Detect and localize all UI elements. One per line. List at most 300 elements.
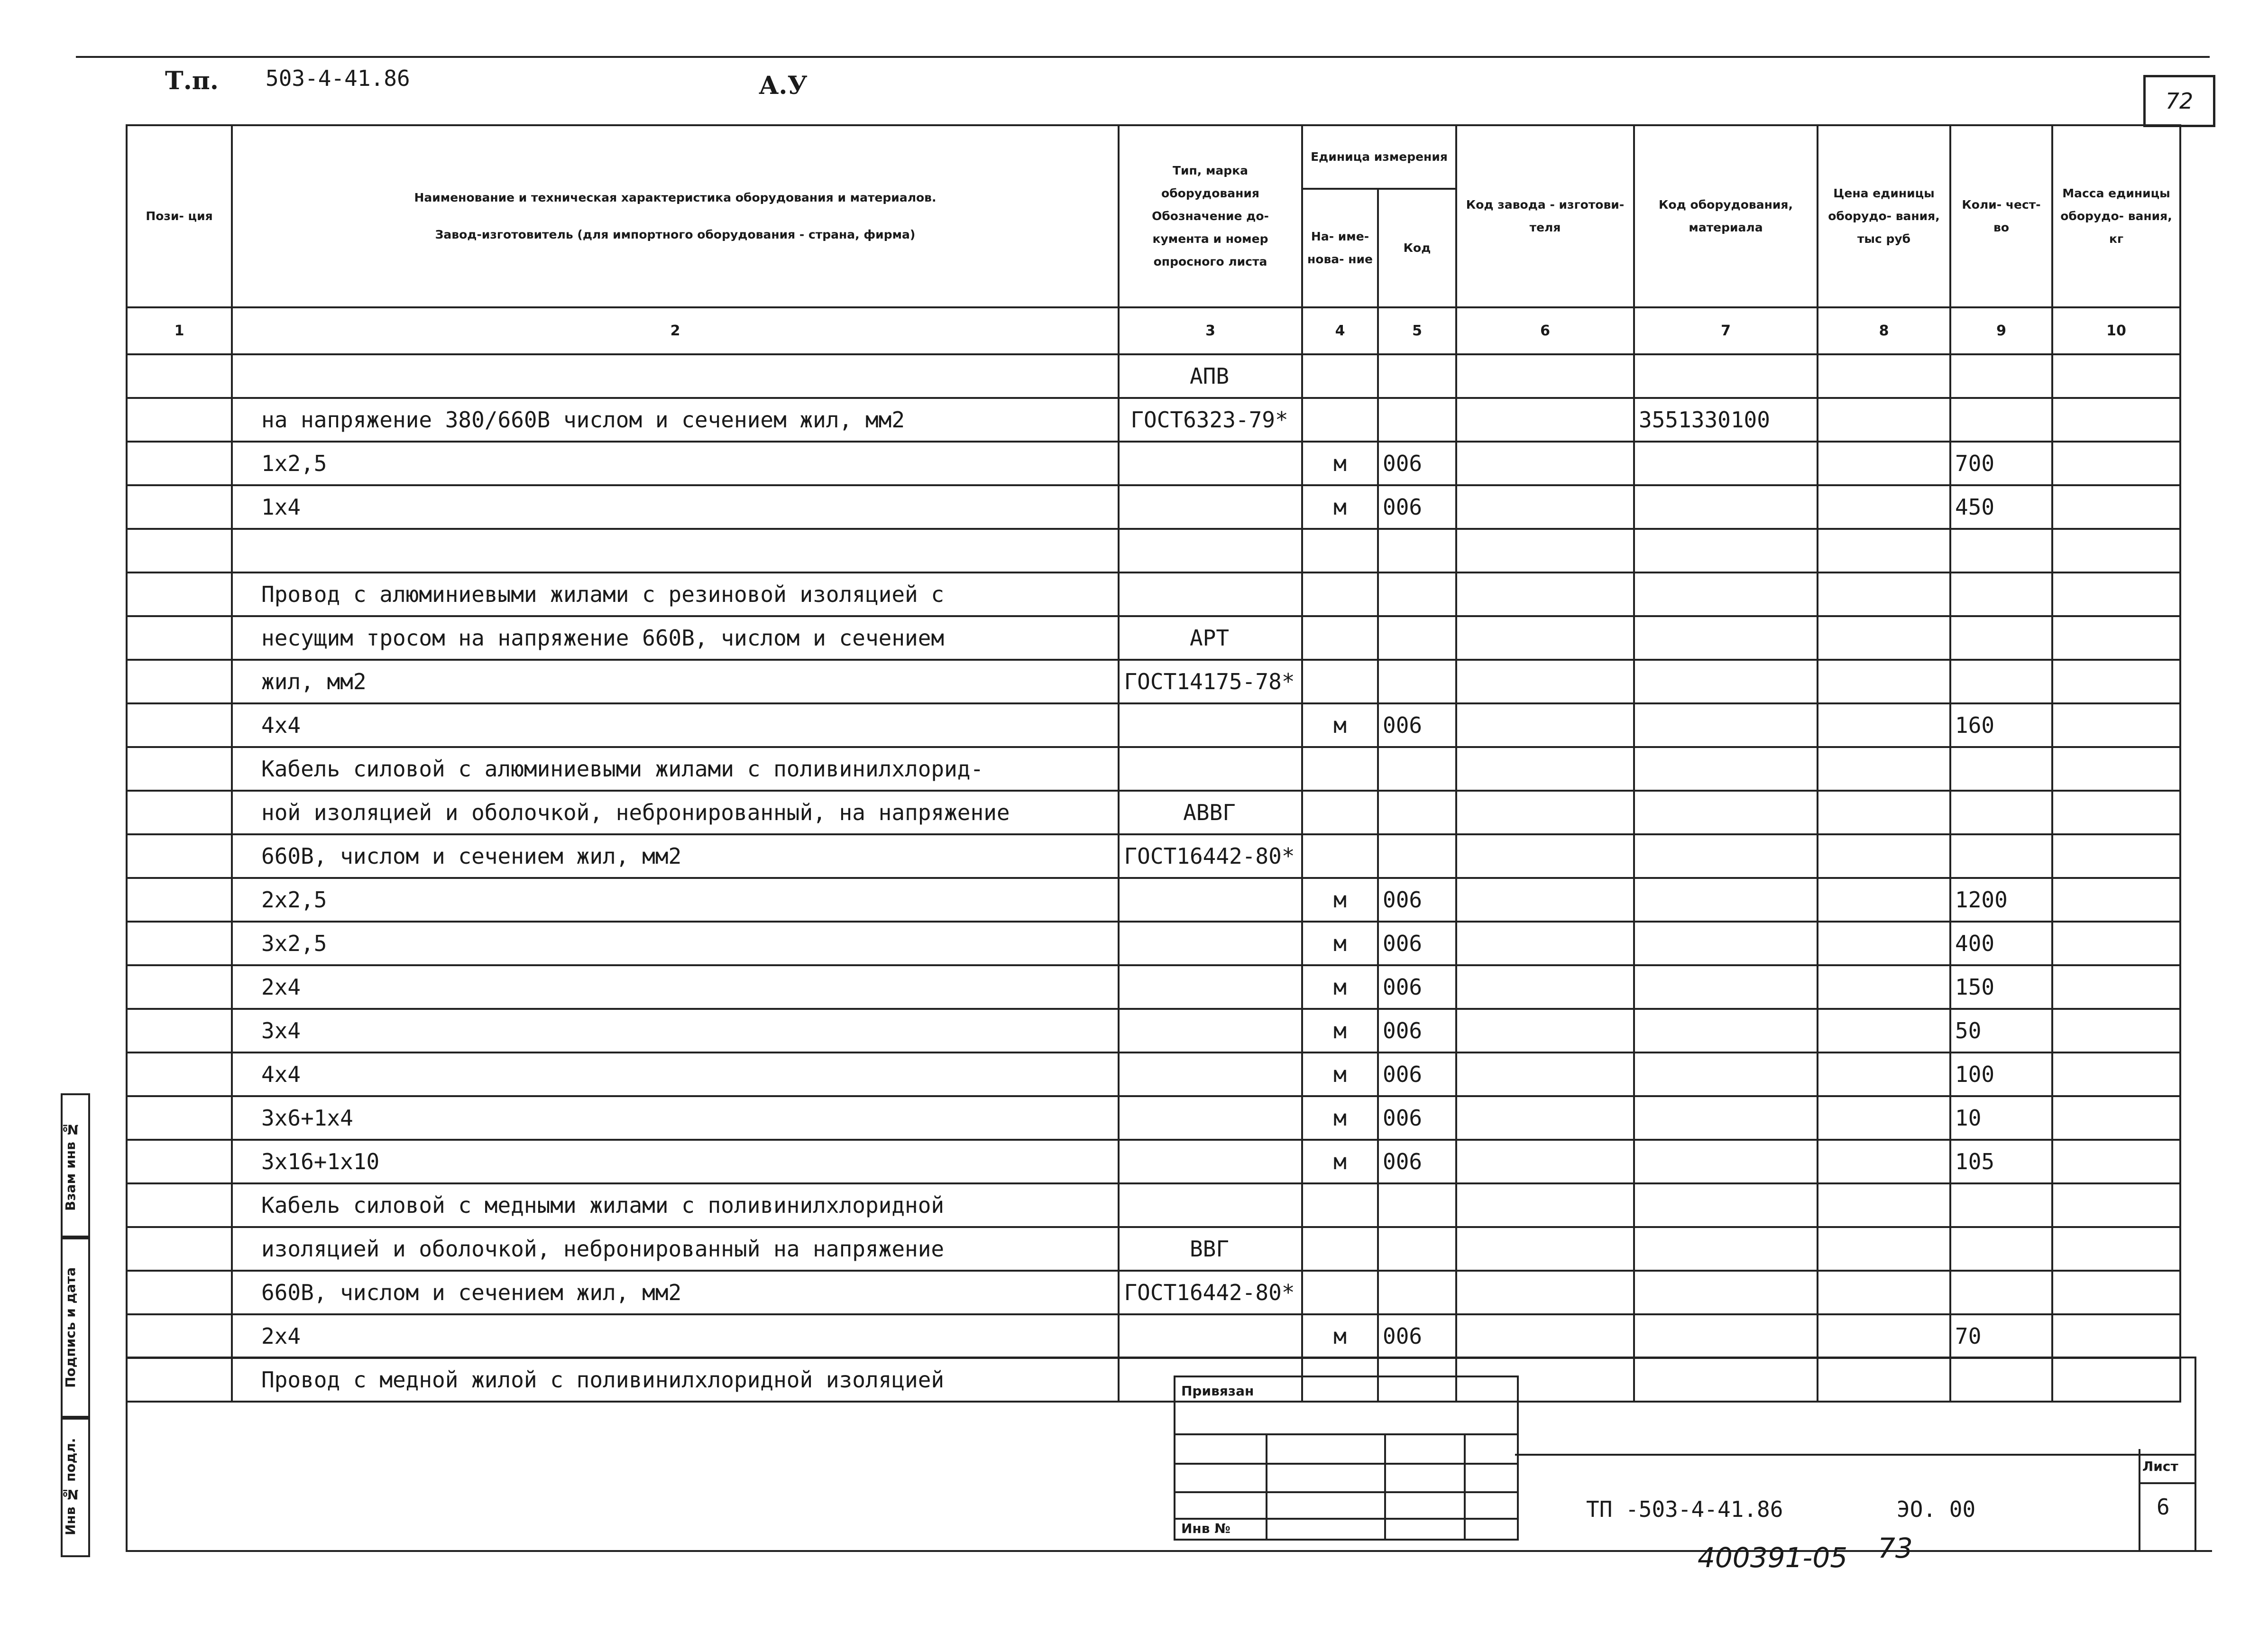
cell-factory <box>1456 1271 1634 1314</box>
cell-mass <box>2052 572 2180 616</box>
col-header-name-line2: Завод-изготовитель (для импортного оборудования - страна, фирма) <box>435 228 916 241</box>
title-block-line <box>1515 1454 2195 1456</box>
cell-pos <box>127 354 232 398</box>
cell-type <box>1119 1053 1302 1096</box>
cell-code <box>1378 834 1456 878</box>
cell-mass <box>2052 354 2180 398</box>
col-header-quantity: Коли- чест- во <box>1950 125 2052 307</box>
cell-type <box>1119 747 1302 791</box>
cell-type <box>1119 922 1302 965</box>
col-header-position: Пози- ция <box>127 125 232 307</box>
column-number: 9 <box>1950 307 2052 354</box>
cell-qty <box>1950 529 2052 572</box>
cell-price <box>1818 1314 1950 1358</box>
table-row <box>127 965 2180 1009</box>
cell-type <box>1119 1183 1302 1227</box>
cell-price <box>1818 747 1950 791</box>
cell-code <box>1378 1183 1456 1227</box>
cell-factory <box>1456 398 1634 442</box>
section-label: А.У <box>759 71 808 100</box>
cell-mass <box>2052 1271 2180 1314</box>
cell-factory <box>1456 834 1634 878</box>
cell-qty <box>1950 354 2052 398</box>
cell-mass <box>2052 965 2180 1009</box>
cell-unit: м <box>1302 703 1378 747</box>
column-number: 3 <box>1119 307 1302 354</box>
cell-mass <box>2052 703 2180 747</box>
cell-name: 3х2,5 <box>232 922 1119 965</box>
cell-material <box>1634 922 1818 965</box>
cell-type <box>1119 529 1302 572</box>
cell-material <box>1634 1009 1818 1053</box>
cell-price <box>1818 1140 1950 1183</box>
cell-material <box>1634 1140 1818 1183</box>
cell-unit: м <box>1302 1140 1378 1183</box>
sheet-divider-h <box>2139 1482 2195 1484</box>
cell-type: ГОСТ14175-78* <box>1119 660 1302 703</box>
cell-factory <box>1456 1227 1634 1271</box>
col-header-unit-group: Единица измерения <box>1302 125 1456 189</box>
cell-factory <box>1456 878 1634 922</box>
handwritten-page-number: 73 <box>1878 1532 1913 1564</box>
inv-no-label: Инв № <box>1181 1521 1230 1536</box>
cell-material <box>1634 965 1818 1009</box>
col-header-type: Тип, марка оборудования Обозначение до- кумента и номер опросного листа <box>1119 125 1302 307</box>
cell-qty: 700 <box>1950 442 2052 485</box>
cell-mass <box>2052 922 2180 965</box>
cell-price <box>1818 398 1950 442</box>
cell-factory <box>1456 485 1634 529</box>
table-row <box>127 1314 2180 1358</box>
col-header-mass: Масса единицы оборудо- вания, кг <box>2052 125 2180 307</box>
table-row <box>127 834 2180 878</box>
cell-price <box>1818 1227 1950 1271</box>
cell-price <box>1818 965 1950 1009</box>
cell-unit <box>1302 1271 1378 1314</box>
stamp-inv-podl: Инв № подл. <box>61 1416 90 1557</box>
table-row <box>127 572 2180 616</box>
cell-code <box>1378 660 1456 703</box>
cell-material <box>1634 878 1818 922</box>
cell-mass <box>2052 1096 2180 1140</box>
cell-name: 1х2,5 <box>232 442 1119 485</box>
cell-qty <box>1950 1227 2052 1271</box>
cell-pos <box>127 1183 232 1227</box>
table-bottom-line <box>126 1357 2195 1358</box>
cell-code <box>1378 616 1456 660</box>
col-header-factory-code: Код завода - изготови- теля <box>1456 125 1634 307</box>
cell-name: ной изоляцией и оболочкой, небронированный, на напряжение <box>232 791 1119 834</box>
cell-mass <box>2052 791 2180 834</box>
cell-unit: м <box>1302 1314 1378 1358</box>
cell-price <box>1818 572 1950 616</box>
cell-mass <box>2052 1009 2180 1053</box>
cell-pos <box>127 1314 232 1358</box>
cell-unit: м <box>1302 1096 1378 1140</box>
cell-price <box>1818 1183 1950 1227</box>
cell-code: 006 <box>1378 1053 1456 1096</box>
cell-name: Кабель силовой с медными жилами с поливинилхлоридной <box>232 1183 1119 1227</box>
table-row <box>127 922 2180 965</box>
cell-name <box>232 529 1119 572</box>
cell-factory <box>1456 747 1634 791</box>
cell-code <box>1378 1227 1456 1271</box>
cell-unit <box>1302 1183 1378 1227</box>
cell-qty <box>1950 660 2052 703</box>
table-row <box>127 878 2180 922</box>
cell-name: на напряжение 380/660В числом и сечением жил, мм2 <box>232 398 1119 442</box>
cell-price <box>1818 922 1950 965</box>
cell-code: 006 <box>1378 442 1456 485</box>
cell-qty <box>1950 834 2052 878</box>
cell-factory <box>1456 703 1634 747</box>
cell-unit <box>1302 398 1378 442</box>
col-header-name <box>232 125 1119 307</box>
privyazan-label: Привязан <box>1181 1383 1254 1399</box>
cell-mass <box>2052 1140 2180 1183</box>
cell-mass <box>2052 747 2180 791</box>
cell-pos <box>127 616 232 660</box>
cell-code <box>1378 747 1456 791</box>
cell-unit: м <box>1302 922 1378 965</box>
cell-qty <box>1950 1271 2052 1314</box>
cell-price <box>1818 1271 1950 1314</box>
cell-pos <box>127 485 232 529</box>
cell-code: 006 <box>1378 485 1456 529</box>
col-header-price: Цена единицы оборудо- вания, тыс руб <box>1818 125 1950 307</box>
cell-mass <box>2052 1053 2180 1096</box>
cell-factory <box>1456 965 1634 1009</box>
cell-mass <box>2052 878 2180 922</box>
table-row <box>127 1227 2180 1271</box>
cell-code: 006 <box>1378 922 1456 965</box>
document-suffix: ЭО. 00 <box>1897 1496 1976 1522</box>
col-header-name-line1: Наименование и техническая характеристика оборудования и материалов. <box>414 191 937 204</box>
cell-material <box>1634 1271 1818 1314</box>
cell-price <box>1818 878 1950 922</box>
cell-unit <box>1302 1227 1378 1271</box>
top-rule <box>76 56 2210 58</box>
cell-unit <box>1302 529 1378 572</box>
column-number: 2 <box>232 307 1119 354</box>
cell-type <box>1119 1096 1302 1140</box>
cell-qty <box>1950 1358 2052 1402</box>
cell-mass <box>2052 1314 2180 1358</box>
cell-mass <box>2052 1183 2180 1227</box>
column-number: 4 <box>1302 307 1378 354</box>
specification-table <box>126 124 2181 1403</box>
cell-unit: м <box>1302 442 1378 485</box>
cell-name: 660В, числом и сечением жил, мм2 <box>232 834 1119 878</box>
cell-mass <box>2052 485 2180 529</box>
cell-code <box>1378 354 1456 398</box>
cell-pos <box>127 922 232 965</box>
cell-qty: 100 <box>1950 1053 2052 1096</box>
cell-pos <box>127 398 232 442</box>
cell-qty: 400 <box>1950 922 2052 965</box>
cell-qty: 450 <box>1950 485 2052 529</box>
cell-type <box>1119 1314 1302 1358</box>
cell-qty: 160 <box>1950 703 2052 747</box>
cell-type <box>1119 485 1302 529</box>
cell-factory <box>1456 922 1634 965</box>
cell-code: 006 <box>1378 878 1456 922</box>
cell-name: Кабель силовой с алюминиевыми жилами с поливинилхлорид- <box>232 747 1119 791</box>
cell-factory <box>1456 1314 1634 1358</box>
cell-type <box>1119 878 1302 922</box>
cell-material <box>1634 703 1818 747</box>
table-row <box>127 1183 2180 1227</box>
sheet-divider <box>2139 1449 2140 1551</box>
cell-material <box>1634 1358 1818 1402</box>
cell-qty <box>1950 572 2052 616</box>
cell-mass <box>2052 660 2180 703</box>
col-header-unit-name: На- име- нова- ние <box>1302 189 1378 307</box>
cell-unit <box>1302 834 1378 878</box>
cell-price <box>1818 354 1950 398</box>
stamp-vzam-inv: Взам инв № <box>61 1093 90 1239</box>
cell-name: Провод с медной жилой с поливинилхлоридной изоляцией <box>232 1358 1119 1402</box>
table-row <box>127 1358 2180 1402</box>
cell-material <box>1634 616 1818 660</box>
cell-qty: 70 <box>1950 1314 2052 1358</box>
cell-material <box>1634 572 1818 616</box>
cell-code <box>1378 572 1456 616</box>
col-header-material-code: Код оборудования, материала <box>1634 125 1818 307</box>
cell-factory <box>1456 1140 1634 1183</box>
cell-name: 4х4 <box>232 703 1119 747</box>
table-row <box>127 747 2180 791</box>
cell-code <box>1378 529 1456 572</box>
cell-name: несущим тросом на напряжение 660В, числом и сечением <box>232 616 1119 660</box>
cell-pos <box>127 965 232 1009</box>
cell-unit: м <box>1302 965 1378 1009</box>
cell-code: 006 <box>1378 1009 1456 1053</box>
cell-factory <box>1456 1183 1634 1227</box>
cell-unit <box>1302 747 1378 791</box>
cell-type: АПВ <box>1119 354 1302 398</box>
cell-unit: м <box>1302 1053 1378 1096</box>
privyazan-stamp <box>1174 1376 1519 1541</box>
cell-qty: 150 <box>1950 965 2052 1009</box>
header-row <box>127 125 2180 189</box>
handwritten-archive-number: 400391-05 <box>1698 1542 1848 1574</box>
cell-pos <box>127 442 232 485</box>
cell-material <box>1634 747 1818 791</box>
cell-material <box>1634 1096 1818 1140</box>
cell-pos <box>127 834 232 878</box>
cell-qty: 50 <box>1950 1009 2052 1053</box>
page-number-box: 72 <box>2143 75 2215 127</box>
cell-name: 1х4 <box>232 485 1119 529</box>
cell-code <box>1378 1271 1456 1314</box>
cell-factory <box>1456 354 1634 398</box>
cell-name: 2х4 <box>232 965 1119 1009</box>
cell-material <box>1634 834 1818 878</box>
col-header-unit-code: Код <box>1378 189 1456 307</box>
column-number: 6 <box>1456 307 1634 354</box>
cell-name: Провод с алюминиевыми жилами с резиновой изоляцией с <box>232 572 1119 616</box>
cell-name <box>232 354 1119 398</box>
cell-mass <box>2052 1227 2180 1271</box>
cell-factory <box>1456 1053 1634 1096</box>
cell-price <box>1818 442 1950 485</box>
table-row <box>127 1271 2180 1314</box>
cell-type: АВВГ <box>1119 791 1302 834</box>
cell-unit <box>1302 791 1378 834</box>
cell-price <box>1818 1053 1950 1096</box>
column-number: 1 <box>127 307 232 354</box>
cell-price <box>1818 616 1950 660</box>
cell-factory <box>1456 660 1634 703</box>
cell-pos <box>127 529 232 572</box>
cell-unit: м <box>1302 485 1378 529</box>
cell-unit <box>1302 354 1378 398</box>
cell-price <box>1818 1358 1950 1402</box>
cell-name: 660В, числом и сечением жил, мм2 <box>232 1271 1119 1314</box>
cell-code: 006 <box>1378 965 1456 1009</box>
sheet-label: Лист <box>2142 1459 2178 1474</box>
cell-price <box>1818 791 1950 834</box>
cell-name: жил, мм2 <box>232 660 1119 703</box>
column-number-row <box>127 307 2180 354</box>
cell-pos <box>127 1271 232 1314</box>
cell-material <box>1634 529 1818 572</box>
column-number: 7 <box>1634 307 1818 354</box>
cell-pos <box>127 878 232 922</box>
cell-unit <box>1302 616 1378 660</box>
cell-factory <box>1456 1096 1634 1140</box>
tp-label: Т.п. <box>165 66 219 95</box>
cell-name: изоляцией и оболочкой, небронированный на напряжение <box>232 1227 1119 1271</box>
cell-pos <box>127 747 232 791</box>
cell-mass <box>2052 616 2180 660</box>
stamp-podpis-data: Подпись и дата <box>61 1236 90 1420</box>
cell-pos <box>127 572 232 616</box>
cell-type <box>1119 442 1302 485</box>
cell-type <box>1119 703 1302 747</box>
table-row <box>127 703 2180 747</box>
table-row <box>127 1009 2180 1053</box>
cell-material <box>1634 1183 1818 1227</box>
cell-pos <box>127 1096 232 1140</box>
cell-name: 2х2,5 <box>232 878 1119 922</box>
cell-unit <box>1302 660 1378 703</box>
cell-type: ВВГ <box>1119 1227 1302 1271</box>
table-row <box>127 398 2180 442</box>
cell-qty: 10 <box>1950 1096 2052 1140</box>
cell-factory <box>1456 442 1634 485</box>
cell-type: ГОСТ6323-79* <box>1119 398 1302 442</box>
cell-qty <box>1950 616 2052 660</box>
cell-unit: м <box>1302 878 1378 922</box>
cell-price <box>1818 485 1950 529</box>
cell-qty: 105 <box>1950 1140 2052 1183</box>
cell-price <box>1818 1096 1950 1140</box>
cell-unit: м <box>1302 1009 1378 1053</box>
cell-material <box>1634 485 1818 529</box>
table-row <box>127 354 2180 398</box>
cell-material <box>1634 1053 1818 1096</box>
cell-name: 3х6+1х4 <box>232 1096 1119 1140</box>
cell-name: 3х4 <box>232 1009 1119 1053</box>
cell-pos <box>127 1053 232 1096</box>
cell-type: ГОСТ16442-80* <box>1119 834 1302 878</box>
cell-type <box>1119 1140 1302 1183</box>
cell-material <box>1634 791 1818 834</box>
column-number: 8 <box>1818 307 1950 354</box>
table-row <box>127 485 2180 529</box>
cell-qty <box>1950 1183 2052 1227</box>
cell-code: 006 <box>1378 1314 1456 1358</box>
cell-unit <box>1302 572 1378 616</box>
cell-mass <box>2052 834 2180 878</box>
cell-name: 3х16+1х10 <box>232 1140 1119 1183</box>
table-row <box>127 616 2180 660</box>
cell-mass <box>2052 398 2180 442</box>
table-row <box>127 1140 2180 1183</box>
cell-material: 3551330100 <box>1634 398 1818 442</box>
cell-mass <box>2052 442 2180 485</box>
cell-material <box>1634 442 1818 485</box>
cell-material <box>1634 354 1818 398</box>
cell-mass <box>2052 1358 2180 1402</box>
cell-code: 006 <box>1378 1140 1456 1183</box>
cell-pos <box>127 660 232 703</box>
table-row <box>127 791 2180 834</box>
cell-pos <box>127 1140 232 1183</box>
cell-qty <box>1950 791 2052 834</box>
cell-pos <box>127 1227 232 1271</box>
cell-price <box>1818 834 1950 878</box>
cell-type: АРТ <box>1119 616 1302 660</box>
table-row <box>127 442 2180 485</box>
cell-qty <box>1950 747 2052 791</box>
column-number: 10 <box>2052 307 2180 354</box>
table-body <box>127 354 2180 1402</box>
cell-type <box>1119 965 1302 1009</box>
cell-code: 006 <box>1378 703 1456 747</box>
cell-pos <box>127 1009 232 1053</box>
cell-qty: 1200 <box>1950 878 2052 922</box>
cell-factory <box>1456 1009 1634 1053</box>
sheet-number: 6 <box>2157 1494 2170 1520</box>
table-row <box>127 1053 2180 1096</box>
cell-name: 4х4 <box>232 1053 1119 1096</box>
cell-material <box>1634 1227 1818 1271</box>
cell-factory <box>1456 791 1634 834</box>
table-row <box>127 1096 2180 1140</box>
column-number: 5 <box>1378 307 1456 354</box>
cell-type <box>1119 572 1302 616</box>
cell-code <box>1378 398 1456 442</box>
cell-name: 2х4 <box>232 1314 1119 1358</box>
cell-factory <box>1456 529 1634 572</box>
cell-pos <box>127 1358 232 1402</box>
cell-price <box>1818 529 1950 572</box>
cell-factory <box>1456 572 1634 616</box>
cell-mass <box>2052 529 2180 572</box>
table-row <box>127 660 2180 703</box>
cell-factory <box>1456 616 1634 660</box>
table-row <box>127 529 2180 572</box>
cell-material <box>1634 1314 1818 1358</box>
frame-left-line <box>126 124 128 1552</box>
cell-price <box>1818 1009 1950 1053</box>
cell-code: 006 <box>1378 1096 1456 1140</box>
cell-price <box>1818 703 1950 747</box>
cell-type: ГОСТ16442-80* <box>1119 1271 1302 1314</box>
